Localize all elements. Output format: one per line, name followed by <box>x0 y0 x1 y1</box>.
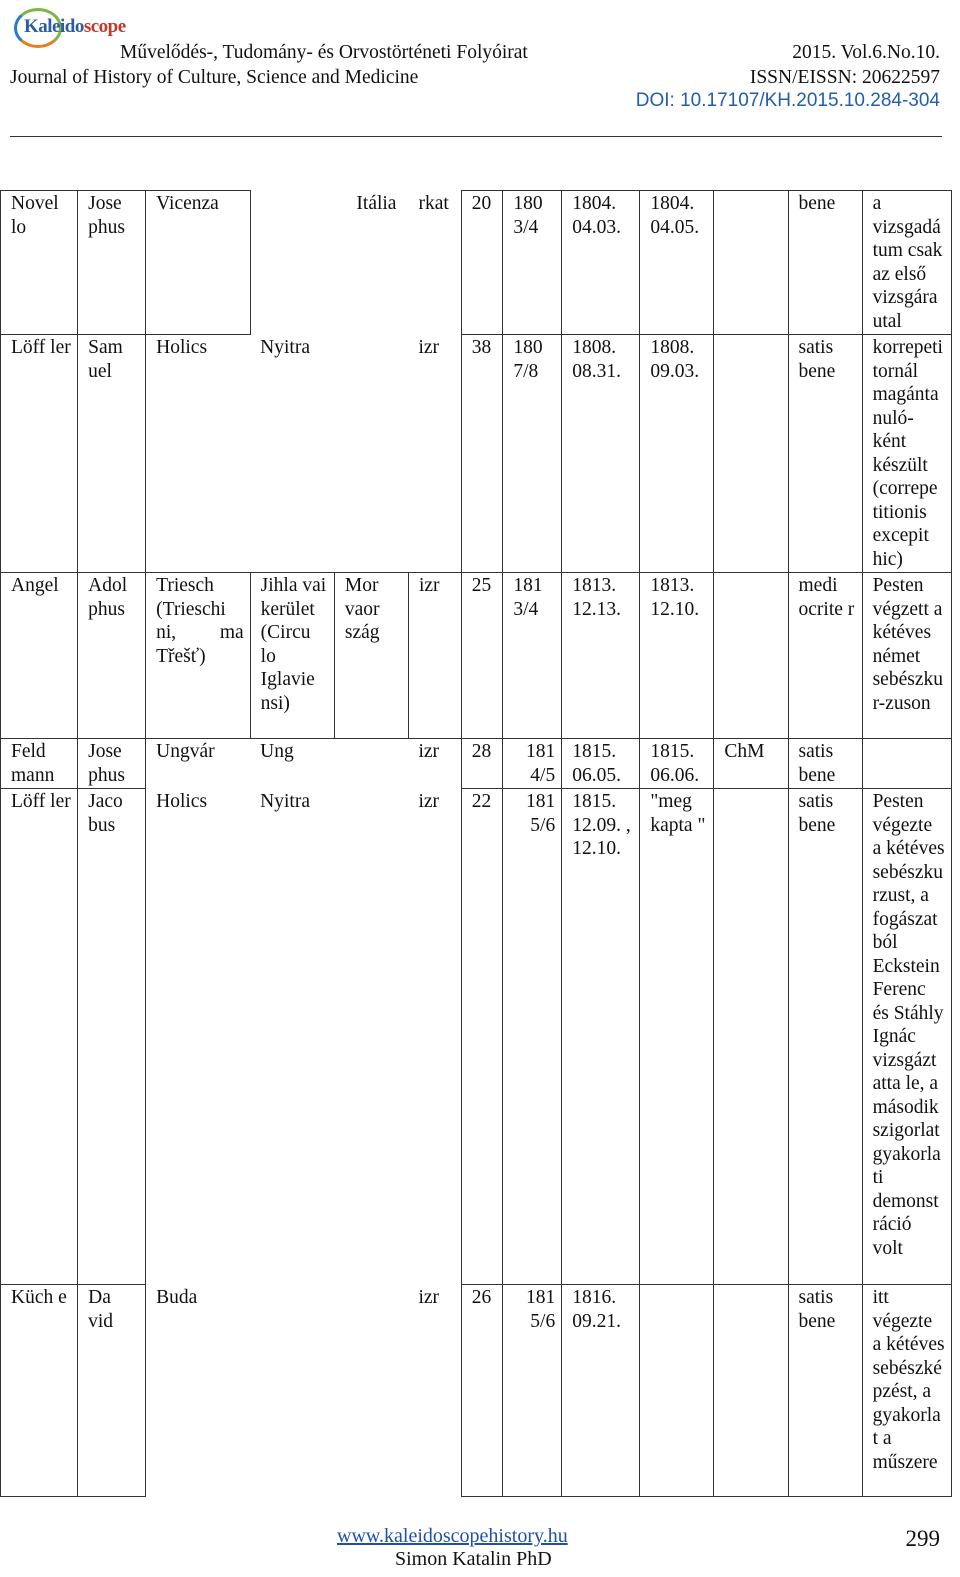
journal-title-en: Journal of History of Culture, Science and Medicine <box>10 67 419 88</box>
cell-age: 22 <box>461 789 503 1285</box>
cell-diploma-date: 1815. 06.06. <box>640 739 714 789</box>
cell-degree <box>714 1285 788 1497</box>
cell-given-name: Adol phus <box>78 573 146 739</box>
cell-county: Ung <box>260 741 294 762</box>
cell-surname: Küch e <box>1 1285 78 1497</box>
page-number: 299 <box>905 1526 940 1551</box>
logo-text-a: Kaleido <box>24 16 84 37</box>
cell-birthplace: Buda <box>156 1286 198 1308</box>
doi-info: DOI: 10.17107/KH.2015.10.284-304 <box>635 90 940 111</box>
cell-given-name: Da vid <box>78 1285 146 1497</box>
cell-given-name: Jose phus <box>78 739 146 789</box>
cell-diploma-date: 1813. 12.10. <box>640 573 714 739</box>
cell-birthplace: Vicenza <box>146 191 251 335</box>
table-row <box>1 335 952 573</box>
logo-text <box>24 16 126 38</box>
cell-grade: satis bene <box>788 335 862 573</box>
journal-title-hu: Művelődés-, Tudomány- és Orvostörténeti Folyóirat <box>120 42 528 63</box>
journal-logo <box>14 6 126 48</box>
cell-birthplace: Triesch (Trieschi ni, ma Třešť) <box>146 573 251 739</box>
table-row <box>1 191 952 335</box>
cell-given-name: Jaco bus <box>78 789 146 1285</box>
cell-school-year: 180 3/4 <box>503 191 562 335</box>
cell-country: Mor vaor szág <box>334 573 408 739</box>
table-row <box>1 739 952 789</box>
cell-degree <box>714 335 788 573</box>
cell-notes: a vizsgadá tum csak az első vizsgára utal <box>862 191 951 335</box>
cell-degree <box>714 191 788 335</box>
cell-religion: izr <box>408 573 461 739</box>
cell-exam-date: 1808. 08.31. <box>562 335 640 573</box>
cell-religion: izr <box>418 790 440 812</box>
cell-grade: satis bene <box>788 1285 862 1497</box>
cell-surname: Feld mann <box>1 739 78 789</box>
table-row <box>1 573 952 739</box>
cell-exam-date: 1815. 06.05. <box>562 739 640 789</box>
cell-school-year: 181 3/4 <box>503 573 562 739</box>
cell-school-year: 181 5/6 <box>503 1285 562 1497</box>
issue-info: 2015. Vol.6.No.10. <box>792 42 940 63</box>
author-name: Simon Katalin PhD <box>395 1548 552 1570</box>
cell-birthplace: Ungvár <box>156 741 215 762</box>
cell-age: 38 <box>461 335 503 573</box>
cell-grade: medi ocrite r <box>788 573 862 739</box>
cell-degree <box>714 789 788 1285</box>
cell-surname: Löff ler <box>1 335 78 573</box>
cell-exam-date: 1813. 12.13. <box>562 573 640 739</box>
cell-age: 25 <box>461 573 503 739</box>
cell-exam-date: 1804. 04.03. <box>562 191 640 335</box>
cell-country: Itália <box>356 192 397 214</box>
cell-surname: Löff ler <box>1 789 78 1285</box>
cell-birthplace: Holics <box>156 790 208 812</box>
table-row <box>1 1285 952 1497</box>
cell-grade: satis bene <box>788 739 862 789</box>
cell-surname: Angel <box>1 573 78 739</box>
cell-age: 28 <box>461 739 503 789</box>
cell-notes: korrepeti tornál magánta nuló-ként készült (correpe titionis excepit hic) <box>862 335 951 573</box>
cell-degree: ChM <box>714 739 788 789</box>
logo-text-b: scope <box>83 16 126 37</box>
cell-religion: rkat <box>418 192 449 214</box>
cell-diploma-date <box>640 1285 714 1497</box>
cell-religion: izr <box>418 1286 440 1308</box>
cell-age: 26 <box>461 1285 503 1497</box>
cell-exam-date: 1816. 09.21. <box>562 1285 640 1497</box>
cell-diploma-date: 1804. 04.05. <box>640 191 714 335</box>
header-divider <box>10 136 942 137</box>
cell-diploma-date: "meg kapta " <box>640 789 714 1285</box>
cell-notes <box>862 739 951 789</box>
cell-birthplace: Holics <box>156 337 208 358</box>
cell-grade: satis bene <box>788 789 862 1285</box>
table-body <box>1 191 952 1497</box>
cell-exam-date: 1815. 12.09. , 12.10. <box>562 789 640 1285</box>
website-link[interactable]: www.kaleidoscopehistory.hu <box>337 1525 568 1547</box>
cell-given-name: Jose phus <box>78 191 146 335</box>
cell-degree <box>714 573 788 739</box>
cell-diploma-date: 1808. 09.03. <box>640 335 714 573</box>
cell-school-year: 181 4/5 <box>503 739 562 789</box>
cell-school-year: 181 5/6 <box>503 789 562 1285</box>
cell-religion: izr <box>418 741 440 762</box>
cell-grade: bene <box>788 191 862 335</box>
cell-given-name: Sam uel <box>78 335 146 573</box>
cell-age: 20 <box>461 191 503 335</box>
cell-religion: izr <box>418 336 440 358</box>
cell-notes: itt végezte a kétéves sebészké pzést, a gyakorla t a műszere <box>862 1285 951 1497</box>
cell-surname: Novel lo <box>1 191 78 335</box>
cell-school-year: 180 7/8 <box>503 335 562 573</box>
cell-notes: Pesten végzett a kétéves német sebészku r-zuson <box>862 573 951 739</box>
cell-notes: Pesten végezte a kétéves sebészku rzust, a fogászat ból Eckstein Ferenc és Stáhly Ignác vizsgázt atta le, a második szigorlat gyakorla ti demonst ráció volt <box>862 789 951 1285</box>
cell-county: Nyitra <box>260 790 310 812</box>
records-table <box>0 190 952 1497</box>
issn-info: ISSN/EISSN: 20622597 <box>749 67 940 88</box>
cell-county: Nyitra <box>260 336 310 358</box>
table-row <box>1 789 952 1285</box>
cell-county: Jihla vai kerület (Circu lo Iglavie nsi) <box>250 573 334 739</box>
